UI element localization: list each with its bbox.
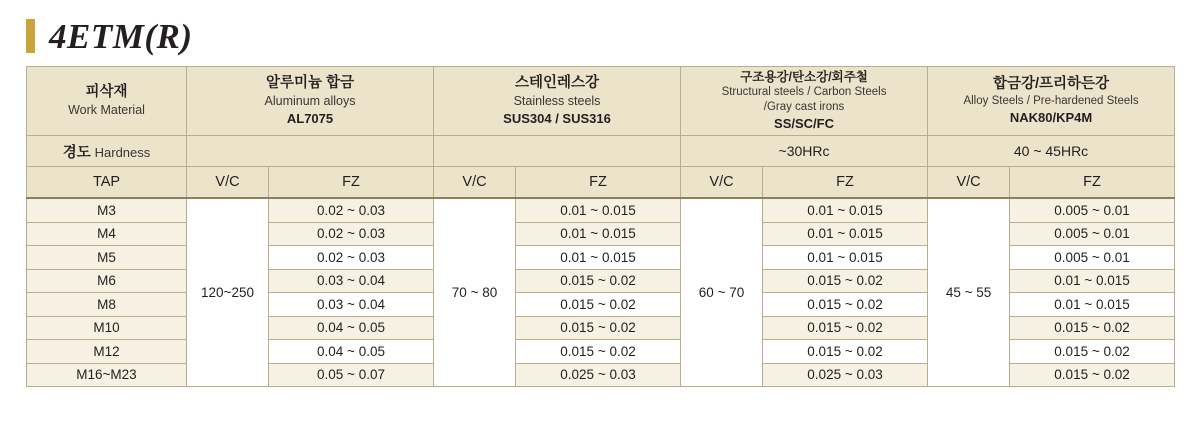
cell-tap: M6 xyxy=(27,269,187,293)
cell-fz-aluminum: 0.02 ~ 0.03 xyxy=(269,222,434,246)
cell-fz-aluminum: 0.02 ~ 0.03 xyxy=(269,198,434,222)
cutting-conditions-table xyxy=(26,66,1175,387)
cell-fz-structural: 0.01 ~ 0.015 xyxy=(763,198,928,222)
header-material-stainless-code: SUS304 / SUS316 xyxy=(503,111,611,127)
header-material-structural xyxy=(681,67,928,136)
table-row-hardness xyxy=(27,136,1175,167)
cell-fz-aluminum: 0.02 ~ 0.03 xyxy=(269,246,434,270)
header-material-aluminum-code: AL7075 xyxy=(286,111,334,127)
title-text: 4ETM(R) xyxy=(49,16,193,56)
cell-fz-alloy: 0.015 ~ 0.02 xyxy=(1010,363,1175,387)
header-material-structural-kor: 구조용강/탄소강/회주철 xyxy=(740,69,868,84)
header-work-material-kor: 피삭재 xyxy=(85,83,128,100)
subheader-vc-stainless: V/C xyxy=(434,167,516,199)
cell-fz-stainless: 0.01 ~ 0.015 xyxy=(516,198,681,222)
cell-vc-structural: 60 ~ 70 xyxy=(681,198,763,387)
subheader-vc-aluminum: V/C xyxy=(187,167,269,199)
cell-fz-structural: 0.015 ~ 0.02 xyxy=(763,269,928,293)
cell-fz-alloy: 0.005 ~ 0.01 xyxy=(1010,222,1175,246)
cell-tap: M8 xyxy=(27,293,187,317)
cell-fz-alloy: 0.005 ~ 0.01 xyxy=(1010,246,1175,270)
header-material-stainless xyxy=(434,67,681,136)
cell-fz-structural: 0.025 ~ 0.03 xyxy=(763,363,928,387)
cell-fz-structural: 0.01 ~ 0.015 xyxy=(763,222,928,246)
cell-fz-stainless: 0.015 ~ 0.02 xyxy=(516,293,681,317)
cell-vc-aluminum: 120~250 xyxy=(187,198,269,387)
header-material-aluminum xyxy=(187,67,434,136)
page-title xyxy=(26,14,193,58)
cell-fz-structural: 0.015 ~ 0.02 xyxy=(763,293,928,317)
cell-tap: M3 xyxy=(27,198,187,222)
header-material-alloy-kor: 합금강/프리하든강 xyxy=(992,75,1110,92)
hardness-value-aluminum xyxy=(187,136,434,167)
subheader-fz-structural: FZ xyxy=(763,167,928,199)
cell-fz-structural: 0.015 ~ 0.02 xyxy=(763,316,928,340)
cell-fz-stainless: 0.01 ~ 0.015 xyxy=(516,246,681,270)
cell-tap: M5 xyxy=(27,246,187,270)
cell-vc-stainless: 70 ~ 80 xyxy=(434,198,516,387)
hardness-label-eng: Hardness xyxy=(94,144,151,160)
title-accent-bar xyxy=(26,19,35,53)
cell-fz-alloy: 0.01 ~ 0.015 xyxy=(1010,293,1175,317)
header-work-material-eng: Work Material xyxy=(68,103,145,118)
header-material-alloy xyxy=(928,67,1175,136)
cell-fz-alloy: 0.01 ~ 0.015 xyxy=(1010,269,1175,293)
cell-vc-alloy: 45 ~ 55 xyxy=(928,198,1010,387)
cell-fz-alloy: 0.015 ~ 0.02 xyxy=(1010,340,1175,364)
cell-fz-structural: 0.01 ~ 0.015 xyxy=(763,246,928,270)
cell-fz-aluminum: 0.04 ~ 0.05 xyxy=(269,340,434,364)
table-header-materials xyxy=(27,67,1175,136)
subheader-vc-structural: V/C xyxy=(681,167,763,199)
subheader-fz-aluminum: FZ xyxy=(269,167,434,199)
subheader-tap: TAP xyxy=(27,167,187,199)
header-material-stainless-eng: Stainless steels xyxy=(513,94,601,109)
hardness-label-kor: 경도 xyxy=(62,144,91,161)
cell-fz-aluminum: 0.03 ~ 0.04 xyxy=(269,269,434,293)
header-material-structural-eng-line2: /Gray cast irons xyxy=(763,101,845,114)
header-material-alloy-eng: Alloy Steels / Pre-hardened Steels xyxy=(963,95,1139,108)
header-material-stainless-kor: 스테인레스강 xyxy=(514,74,600,91)
cell-fz-alloy: 0.015 ~ 0.02 xyxy=(1010,316,1175,340)
hardness-value-stainless xyxy=(434,136,681,167)
cell-tap: M16~M23 xyxy=(27,363,187,387)
cell-fz-stainless: 0.015 ~ 0.02 xyxy=(516,340,681,364)
cell-tap: M10 xyxy=(27,316,187,340)
hardness-label xyxy=(27,136,187,167)
cell-tap: M12 xyxy=(27,340,187,364)
header-material-aluminum-kor: 알루미늄 합금 xyxy=(265,74,355,91)
table-row xyxy=(27,198,1175,222)
cell-fz-stainless: 0.01 ~ 0.015 xyxy=(516,222,681,246)
hardness-value-structural: ~30HRc xyxy=(681,136,928,167)
header-material-alloy-code: NAK80/KP4M xyxy=(1009,110,1093,126)
cell-fz-structural: 0.015 ~ 0.02 xyxy=(763,340,928,364)
cell-fz-stainless: 0.015 ~ 0.02 xyxy=(516,269,681,293)
cell-fz-alloy: 0.005 ~ 0.01 xyxy=(1010,198,1175,222)
cell-fz-aluminum: 0.05 ~ 0.07 xyxy=(269,363,434,387)
cell-fz-stainless: 0.025 ~ 0.03 xyxy=(516,363,681,387)
header-material-structural-eng-line1: Structural steels / Carbon Steels xyxy=(721,86,887,99)
subheader-vc-alloy: V/C xyxy=(928,167,1010,199)
header-work-material xyxy=(27,67,187,136)
subheader-fz-stainless: FZ xyxy=(516,167,681,199)
cell-tap: M4 xyxy=(27,222,187,246)
cell-fz-aluminum: 0.04 ~ 0.05 xyxy=(269,316,434,340)
cell-fz-stainless: 0.015 ~ 0.02 xyxy=(516,316,681,340)
table-row-subheader xyxy=(27,167,1175,199)
cell-fz-aluminum: 0.03 ~ 0.04 xyxy=(269,293,434,317)
hardness-value-alloy: 40 ~ 45HRc xyxy=(928,136,1175,167)
header-material-structural-code: SS/SC/FC xyxy=(774,115,834,131)
header-material-aluminum-eng: Aluminum alloys xyxy=(264,94,356,109)
subheader-fz-alloy: FZ xyxy=(1010,167,1175,199)
